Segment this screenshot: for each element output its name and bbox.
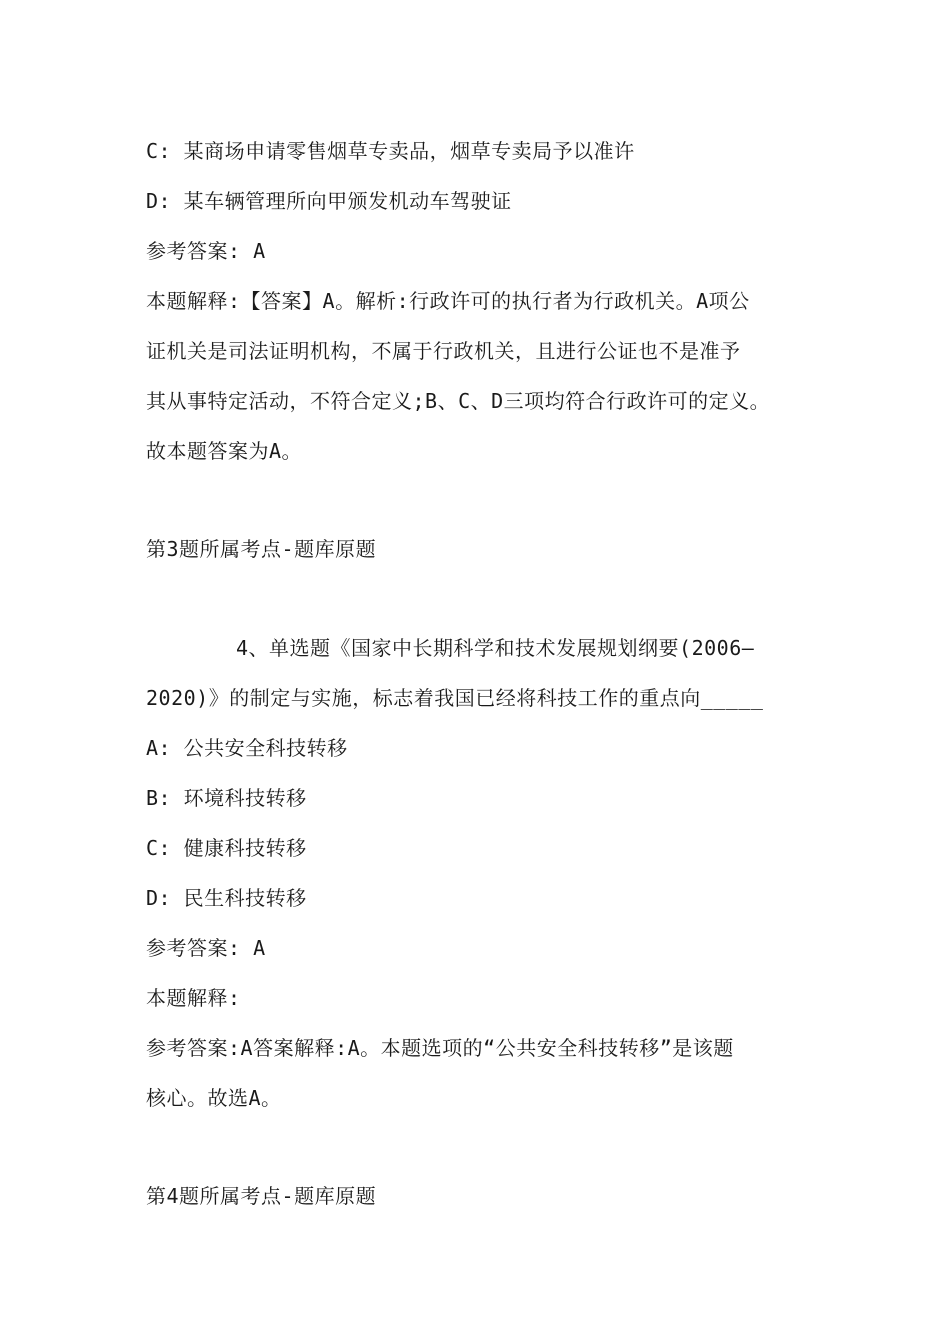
question-text: 2020)》的制定与实施，标志着我国已经将科技工作的重点向_____ (146, 686, 764, 710)
topic-label: 第3题所属考点-题库原题 (146, 537, 377, 561)
option-d: D: 民生科技转移 (146, 886, 307, 910)
option-a: A: 公共安全科技转移 (146, 736, 348, 760)
question-text: 4、单选题《国家中长期科学和技术发展规划纲要(2006— (236, 636, 755, 660)
option-c: C: 健康科技转移 (146, 836, 307, 860)
explanation-line: 本题解释:【答案】A。解析:行政许可的执行者为行政机关。A项公 (146, 289, 750, 313)
option-b: B: 环境科技转移 (146, 786, 307, 810)
reference-answer: 参考答案: A (146, 936, 266, 960)
option-d: D: 某车辆管理所向甲颁发机动车驾驶证 (146, 189, 512, 213)
explanation-line: 故本题答案为A。 (146, 439, 303, 463)
topic-label: 第4题所属考点-题库原题 (146, 1184, 377, 1208)
explanation-line: 其从事特定活动，不符合定义;B、C、D三项均符合行政许可的定义。 (146, 389, 771, 413)
explanation-line: 参考答案:A答案解释:A。本题选项的“公共安全科技转移”是该题 (146, 1036, 734, 1060)
explanation-line: 证机关是司法证明机构，不属于行政机关，且进行公证也不是准予 (146, 339, 741, 363)
explanation-label: 本题解释: (146, 986, 241, 1010)
reference-answer: 参考答案: A (146, 239, 266, 263)
explanation-line: 核心。故选A。 (146, 1086, 282, 1110)
option-c: C: 某商场申请零售烟草专卖品，烟草专卖局予以准许 (146, 139, 635, 163)
